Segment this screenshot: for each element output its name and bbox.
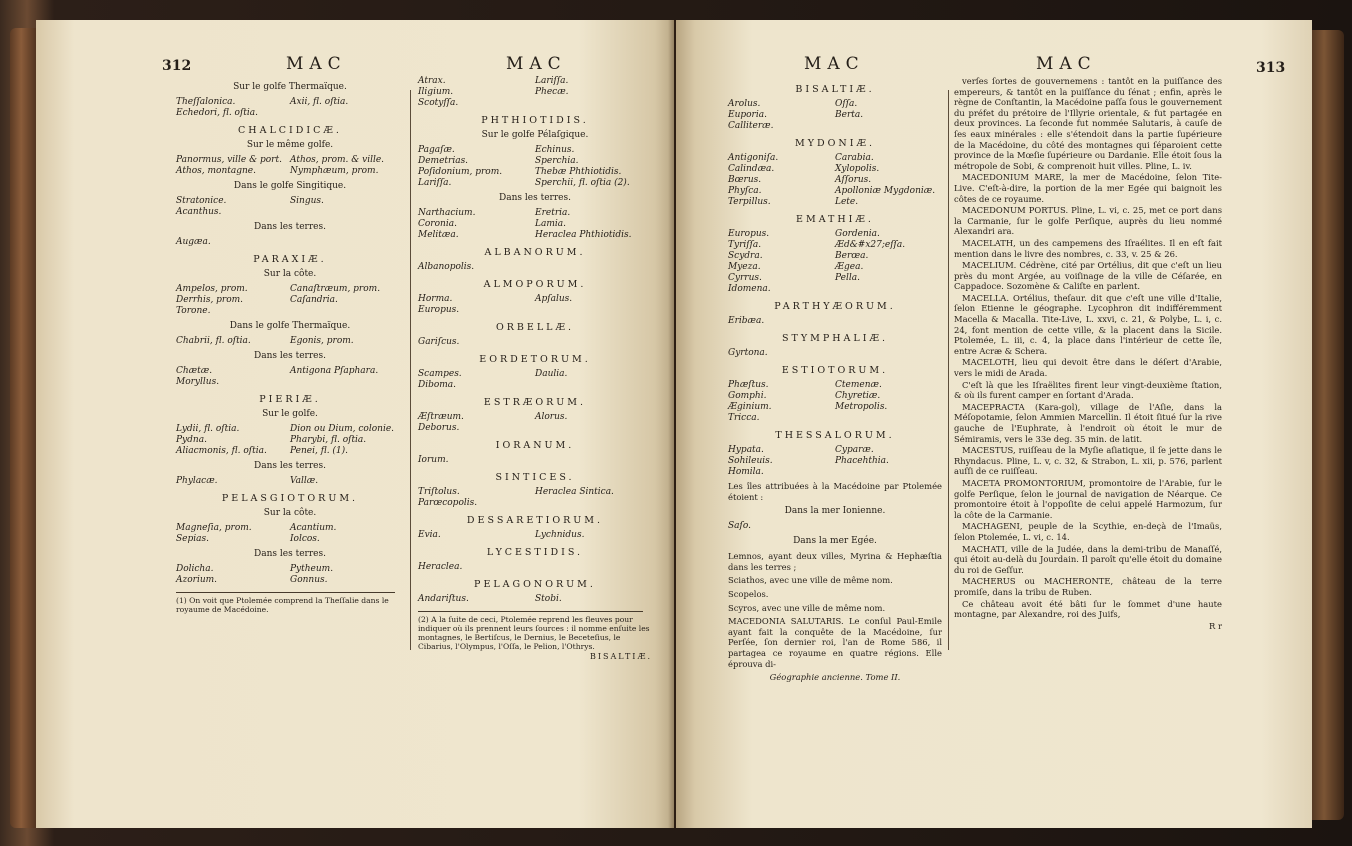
place-row [418, 156, 652, 167]
place-row [728, 316, 942, 327]
right-column-2 [954, 76, 1222, 631]
subheading: Dans la mer Egée. [793, 536, 877, 547]
place-name: Sperchii, fl. oſtia (2). [535, 178, 630, 188]
subheading: Dans les terres. [254, 351, 326, 361]
section-heading: BISALTIÆ. [795, 84, 875, 95]
entry-paragraph: MACEPRACTA (Kara-gol), village de l'Aſie, dans la Méſopotamie, ſelon Ammien Marcellin. Il étoit ſitué ſur la rive gauche de l'Euphrate, à l'endroit où étoit le mur de Sémiramis, vers le 33e deg. 35 min. de latit. [954, 401, 1222, 444]
place-name: Stratonice. [176, 196, 227, 206]
place-row [176, 366, 404, 377]
place-name: Caſandria. [290, 295, 338, 305]
place-name: Azorium. [176, 575, 218, 585]
place-name: Chyretiæ. [835, 391, 881, 401]
place-row [728, 164, 942, 175]
place-name: Chætæ. [176, 366, 213, 376]
place-name: Myeza. [728, 262, 761, 272]
place-name: Deborus. [418, 423, 460, 433]
left-column-1 [176, 78, 404, 614]
place-row [728, 175, 942, 186]
place-name: Heraclea Sintica. [535, 487, 614, 497]
place-name: Europus. [418, 305, 460, 315]
place-name: Atrax. [418, 76, 446, 86]
signature: Géographie ancienne. Tome II. [769, 672, 901, 683]
place-name: Heraclea Phthiotidis. [535, 230, 632, 240]
place-name: Melitæa. [418, 230, 459, 240]
place-row [418, 412, 652, 423]
footnote: (2) A la ſuite de ceci, Ptolemée reprend les fleuves pour indiquer où ils prennent leurs ſources : il nomme enſuite les montagnes, le Bertiſcus, le Dernius, le Beceteſius, le Cibarius, l'Olympus, l'Oſſa, le Pelion, l'Othrys. [418, 615, 650, 651]
subheading: Dans les terres. [254, 549, 326, 559]
right-column-1 [728, 78, 942, 683]
place-row [728, 262, 942, 273]
section-heading: PELAGONORUM. [474, 579, 596, 590]
place-row [176, 446, 404, 457]
running-head-right-2: MAC [1036, 54, 1097, 74]
page-number-right: 313 [1256, 60, 1286, 76]
place-name: Dion ou Dium, colonie. [290, 424, 395, 434]
entry-paragraph: MACELOTH, lieu qui devoit être dans le déſert d'Arabie, vers le midi de Arada. [954, 357, 1222, 379]
place-name: Derrhis, prom. [176, 295, 244, 305]
entry-paragraph: MACESTUS, ruiſſeau de la Myſie aſiatique, il ſe jette dans le Rhyndacus. Pline, L. v, c. 32, & Strabon, L. xii, p. 576, parlent auſſi de ce ruiſſeau. [954, 445, 1222, 477]
place-name: Antigona Pſaphara. [290, 366, 379, 376]
place-row [418, 369, 652, 380]
section-heading: PARTHYÆORUM. [774, 301, 896, 312]
subheading: Dans le golfe Singitique. [233, 181, 347, 191]
place-name: Gonnus. [290, 575, 328, 585]
place-row [418, 219, 652, 230]
catchword: R r [1209, 620, 1222, 631]
paragraph: Les îles attribuées à la Macédoine par Ptolemée étoient : [728, 481, 942, 502]
entry-paragraph: MACELLA. Ortélius, theſaur. dit que c'eſt une ville d'Italie, ſelon Etienne le géographe. Lycophron dit indifféremment Macella & Macalla. Tite-Live, L. xxvi, c. 21, & Polybe, L. i, c. 24, font mention de cette ville, & la placent dans la Sicile. Ptolemée, L. iii, c. 4, la place dans l'intérieur de cette île, entre Acræ & Schera. [954, 292, 1222, 356]
column-divider-right [948, 90, 949, 650]
subheading: Sur la côte. [263, 508, 317, 518]
place-name: Sepias. [176, 534, 209, 544]
place-name [290, 108, 404, 119]
place-name: Gordenia. [835, 229, 880, 239]
section-heading: PARAXIÆ. [253, 254, 327, 265]
place-row [418, 208, 652, 219]
place-row [176, 237, 404, 248]
place-name: Lydii, fl. oſtia. [176, 424, 240, 434]
place-row [418, 262, 652, 273]
place-row [418, 145, 652, 156]
place-row [728, 284, 942, 295]
place-row [418, 294, 652, 305]
place-name [835, 413, 942, 424]
place-name: Axii, fl. oſtia. [290, 97, 349, 107]
place-row [418, 380, 652, 391]
place-name [535, 262, 652, 273]
place-row [176, 196, 404, 207]
place-name: Sperchia. [535, 156, 579, 166]
place-name: Xylopolis. [835, 164, 880, 174]
place-name: Stobi. [535, 594, 562, 604]
subheading: Sur la côte. [263, 269, 317, 279]
place-name: Parœcopolis. [418, 498, 478, 508]
place-name: Vallæ. [290, 476, 319, 486]
place-row [176, 336, 404, 347]
place-name: Calliteræ. [728, 121, 774, 131]
entry-paragraph: MACHATI, ville de la Judée, dans la demi-tribu de Manaſſé, qui étoit au-delà du Jourdain. Il paroît qu'elle étoit du domaine du roi de Geſſur. [954, 543, 1222, 575]
place-row [418, 76, 652, 87]
entry-paragraph: MACHERUS ou MACHERONTE, château de la terre promiſe, dans la tribu de Ruben. [954, 576, 1222, 597]
place-name: Bœrus. [728, 175, 762, 185]
place-name: Eribæa. [728, 316, 765, 326]
subheading: Sur le golfe. [262, 409, 318, 419]
place-name: Oſſa. [835, 99, 858, 109]
place-name: Lychnidus. [535, 530, 585, 540]
place-row [728, 121, 942, 132]
place-name: Gyrtona. [728, 348, 768, 358]
place-row [728, 229, 942, 240]
place-row [418, 337, 652, 348]
place-name: Pharybi, fl. oſtia. [290, 435, 367, 445]
place-row [176, 284, 404, 295]
section-heading: ESTRÆORUM. [483, 397, 587, 408]
place-name [835, 467, 942, 478]
place-name: Demetrias. [418, 156, 469, 166]
running-head-right-1: MAC [804, 54, 865, 74]
subheading: Dans les terres. [254, 222, 326, 232]
place-name: Lamia. [535, 219, 566, 229]
place-name: Metropolis. [835, 402, 888, 412]
entry-paragraph: MACELATH, un des campemens des Iſraélites. Il en eſt fait mention dans le livre des nombres, c. 33, v. 25 & 26. [954, 237, 1222, 259]
place-row [728, 110, 942, 121]
place-name: Torone. [176, 306, 211, 316]
place-row [728, 240, 942, 251]
place-row [176, 424, 404, 435]
place-name: Poſidonium, prom. [418, 167, 503, 177]
place-name: Æſtræum. [418, 412, 464, 422]
paragraph: MACEDONIA SALUTARIS. Le conſul Paul-Emile ayant fait la conquête de la Macédoine, ſur Perſée, ſon dernier roi, l'an de Rome 586, il partagea ce royaume en quatre régions. Elle éprouva di- [728, 616, 942, 669]
left-column-2 [418, 76, 652, 662]
footnote-rule [418, 611, 643, 612]
place-name [835, 121, 942, 132]
entry-paragraph: MACEDONIUM MARE, la mer de Macédoine, ſelon Tite-Live. C'eſt-à-dire, la portion de la mer Egée qui baignoit les côtes de ce royaume. [954, 172, 1222, 204]
place-name: Albanopolis. [418, 262, 475, 272]
section-heading: PHTHIOTIDIS. [481, 115, 589, 126]
place-row [418, 230, 652, 241]
place-row [176, 207, 404, 218]
place-name: Athos, prom. & ville. [290, 155, 385, 165]
paragraph: Scyros, avec une ville de même nom. [728, 602, 886, 613]
place-name: Gomphi. [728, 391, 767, 401]
place-name: Pytheum. [290, 564, 334, 574]
place-name: Athos, montagne. [176, 166, 256, 176]
section-heading: MYDONIÆ. [795, 138, 875, 149]
place-name: Terpillus. [728, 197, 771, 207]
place-name: Lariſſa. [535, 76, 569, 86]
place-name: Aliacmonis, fl. oſtia. [176, 446, 267, 456]
place-name: Eretria. [535, 208, 571, 218]
column-divider [410, 90, 411, 650]
place-name: Carabia. [835, 153, 874, 163]
place-name: Phacehthia. [835, 456, 889, 466]
section-heading: ALBANORUM. [484, 247, 586, 258]
place-row [176, 575, 404, 586]
place-name: Acantium. [290, 523, 337, 533]
place-name: Magneſia, prom. [176, 523, 252, 533]
place-name: Antigoniſa. [728, 153, 779, 163]
footnote: (1) On voit que Ptolemée comprend la Theſſalie dans le royaume de Macédoine. [176, 596, 389, 614]
place-name [535, 380, 652, 391]
running-head-left-1: MAC [286, 54, 347, 74]
place-name [535, 562, 652, 573]
subheading: Sur le même golfe. [246, 140, 334, 150]
place-name [290, 377, 404, 388]
place-row [176, 564, 404, 575]
place-row [728, 99, 942, 110]
entry-paragraph: MACELIUM. Cédrène, cité par Ortélius, dit que c'eſt un lieu près du mont Argée, au voiſinage de la ville de Céſarée, en Cappadoce. Sozomène & Caliſte en parlent. [954, 260, 1222, 292]
place-name [535, 98, 652, 109]
place-name [835, 348, 942, 359]
place-name: Apſalus. [535, 294, 573, 304]
place-row [176, 534, 404, 545]
place-row [728, 348, 942, 359]
place-name: Singus. [290, 196, 324, 206]
place-name: Daulia. [535, 369, 568, 379]
place-name: Iolcos. [290, 534, 320, 544]
place-row [418, 487, 652, 498]
place-name: Apolloniæ Mygdoniæ. [835, 186, 936, 196]
section-heading: EMATHIÆ. [796, 214, 874, 225]
place-row [176, 523, 404, 534]
place-name: Scampes. [418, 369, 462, 379]
place-row [728, 402, 942, 413]
section-heading: IORANUM. [495, 440, 575, 451]
place-name: Ctemenæ. [835, 380, 882, 390]
place-row [728, 456, 942, 467]
place-name: Phylacæ. [176, 476, 218, 486]
place-name: Andariſtus. [418, 594, 469, 604]
place-name: Panormus, ville & port. [176, 155, 282, 165]
paragraph: Sciathos, avec une ville de même nom. [728, 575, 893, 586]
place-row [728, 413, 942, 424]
place-name: Tricca. [728, 413, 760, 423]
subheading: Sur le golfe Thermaïque. [233, 82, 347, 92]
place-name: Calindæa. [728, 164, 775, 174]
subheading: Dans les terres. [254, 461, 326, 471]
place-name [290, 306, 404, 317]
place-row [176, 435, 404, 446]
place-row [176, 155, 404, 166]
place-name: Triſtolus. [418, 487, 460, 497]
place-name: Lete. [835, 197, 859, 207]
place-name: Pydna. [176, 435, 207, 445]
place-name: Gariſcus. [418, 337, 460, 347]
section-heading: DESSARETIORUM. [466, 515, 604, 526]
place-name: Aſſorus. [835, 175, 872, 185]
place-row [418, 594, 652, 605]
place-name: Chabrii, fl. oſtia. [176, 336, 251, 346]
section-heading: CHALCIDICÆ. [238, 125, 342, 136]
place-row [176, 476, 404, 487]
entry-paragraph: MACEDONUM PORTUS. Pline, L. vi, c. 25, met ce port dans la Carmanie, ſur le golfe Perſique, auprès du lieu nommé Alexandri ara. [954, 205, 1222, 237]
place-row [418, 167, 652, 178]
page-number-left: 312 [162, 58, 192, 74]
section-heading: THESSALORUM. [775, 430, 895, 441]
place-name: Pella. [835, 273, 860, 283]
entry-paragraph: C'eſt là que les Iſraëlites firent leur vingt-deuxième ſtation, & où ils furent camper en ſortant d'Arada. [954, 379, 1222, 401]
place-row [176, 295, 404, 306]
entry-paragraph: MACETA PROMONTORIUM, promontoire de l'Arabie, ſur le golfe Perſique, ſelon le journal de navigation de Néarque. Ce promontoire étoit à l'oppoſite de celui appelé Harmozum, ſur la côte de la Carmanie. [954, 477, 1222, 520]
place-name [535, 305, 652, 316]
place-row [418, 498, 652, 509]
section-heading: STYMPHALIÆ. [782, 333, 888, 344]
place-name: Penei, fl. (1). [290, 446, 349, 456]
place-name: Coronia. [418, 219, 457, 229]
place-row [418, 178, 652, 189]
entry-paragraph: MACHAGENI, peuple de la Scythie, en-deçà de l'Imaüs, ſelon Ptolemée, L. vi, c. 14. [954, 521, 1222, 542]
place-row [418, 305, 652, 316]
place-row [418, 530, 652, 541]
place-row [728, 251, 942, 262]
entry-paragraph: Ce château avoit été bâti ſur le ſommet d'une haute montagne, par Alexandre, roi des Juifs, [954, 598, 1222, 620]
place-name: Scotyſſa. [418, 98, 459, 108]
place-name: Dolicha. [176, 564, 214, 574]
place-name: Arolus. [728, 99, 761, 109]
place-row [418, 423, 652, 434]
place-name: Hypata. [728, 445, 764, 455]
left-page [36, 20, 674, 828]
place-name: Ægea. [835, 262, 864, 272]
footnote-rule [176, 592, 395, 593]
section-heading: LYCESTIDIS. [486, 547, 584, 558]
place-row [728, 467, 942, 478]
running-head-left-2: MAC [506, 54, 567, 74]
place-row [176, 97, 404, 108]
place-row [728, 197, 942, 208]
place-row [418, 87, 652, 98]
place-row [418, 562, 652, 573]
place-name: Berœa. [835, 251, 869, 261]
place-name: Scydra. [728, 251, 763, 261]
place-name: Euporia. [728, 110, 767, 120]
subheading: Sur le golfe Pélaſgique. [481, 130, 589, 140]
place-name: Phecæ. [535, 87, 569, 97]
place-name: Æd&#x27;eſſa. [835, 240, 906, 250]
place-row [728, 273, 942, 284]
place-row [728, 391, 942, 402]
place-name: Diboma. [418, 380, 457, 390]
subheading: Dans la mer Ionienne. [784, 506, 886, 517]
place-name: Saſo. [728, 521, 751, 532]
paragraph: Scopelos. [728, 588, 769, 599]
place-name: Phæſtus. [728, 380, 769, 390]
place-name: Homila. [728, 467, 764, 477]
place-name [835, 284, 942, 295]
place-name [535, 455, 652, 466]
place-name: Cyrrus. [728, 273, 762, 283]
place-row [728, 186, 942, 197]
place-name: Theſſalonica. [176, 97, 236, 107]
place-name: Narthacium. [418, 208, 476, 218]
place-row [176, 306, 404, 317]
place-row [176, 377, 404, 388]
section-heading: PIERIÆ. [259, 394, 321, 405]
paragraph: Lemnos, ayant deux villes, Myrina & Hephæſtia dans les terres ; [728, 551, 942, 572]
subheading: Dans les terres. [499, 193, 571, 203]
place-name: Nymphæum, prom. [290, 166, 379, 176]
place-name [535, 498, 652, 509]
place-name: Echedori, fl. oſtia. [176, 108, 259, 118]
section-heading: EORDETORUM. [479, 354, 591, 365]
place-row [176, 108, 404, 119]
place-name: Ampelos, prom. [176, 284, 248, 294]
place-name: Heraclea. [418, 562, 463, 572]
section-heading: SINTICES. [495, 472, 575, 483]
place-name: Sohileuis. [728, 456, 773, 466]
place-row [418, 455, 652, 466]
place-name: Europus. [728, 229, 770, 239]
place-name: Tyriſſa. [728, 240, 762, 250]
place-name: Berta. [835, 110, 864, 120]
place-row [418, 98, 652, 109]
place-row [728, 380, 942, 391]
catchword: BISALTIÆ. [589, 652, 652, 661]
place-name [290, 207, 404, 218]
section-heading: PELASGIOTORUM. [221, 493, 359, 504]
place-row [728, 445, 942, 456]
place-name: Iorum. [418, 455, 449, 465]
place-row [728, 521, 942, 532]
place-name: Thebæ Phthiotidis. [535, 167, 622, 177]
place-name: Canaſtræum, prom. [290, 284, 381, 294]
place-name: Moryllus. [176, 377, 220, 387]
subheading: Dans le golfe Thermaïque. [229, 321, 351, 331]
place-name: Idomena. [728, 284, 771, 294]
place-name: Phyſca. [728, 186, 762, 196]
section-heading: ESTIOTORUM. [781, 365, 889, 376]
right-page [676, 20, 1312, 828]
place-name: Lariſſa. [418, 178, 452, 188]
entry-paragraph: verſes ſortes de gouvernemens : tantôt en la puiſſance des empereurs, & tantôt en la puiſſance du ſénat ; enfin, après le règne de Conſtantin, la Macédoine paſſa ſous le gouvernement du préfet du prétoire de l'Illyrie orientale, & fut partagée en deux provinces. La ſeconde fut nommée Salutaris, à cauſe de ſes eaux minérales : elle s'étendoit dans la partie ſupérieure de la Macédoine, du côté des montagnes qui ſéparoient cette province de la Mœſie ſupérieure ou Dardanie. Elle étoit ſous la métropole de Sobi, & comprenoit huit villes. Pline, L. iv. [954, 76, 1222, 171]
place-name [835, 521, 942, 532]
place-name [535, 423, 652, 434]
place-name: Acanthus. [176, 207, 222, 217]
place-name: Alorus. [535, 412, 568, 422]
place-name: Cyparæ. [835, 445, 874, 455]
place-name: Iligium. [418, 87, 454, 97]
section-heading: ORBELLÆ. [495, 322, 574, 333]
place-name: Echinus. [535, 145, 575, 155]
place-name: Evia. [418, 530, 441, 540]
place-name: Egonis, prom. [290, 336, 354, 346]
section-heading: ALMOPORUM. [483, 279, 587, 290]
place-name [535, 337, 652, 348]
place-name [835, 316, 942, 327]
place-name: Augæa. [176, 237, 211, 247]
place-name: Pagaſæ. [418, 145, 455, 155]
place-name [290, 237, 404, 248]
left-cover-edge [10, 28, 38, 828]
place-name: Æginium. [728, 402, 772, 412]
place-row [176, 166, 404, 177]
place-name: Horma. [418, 294, 453, 304]
place-row [728, 153, 942, 164]
